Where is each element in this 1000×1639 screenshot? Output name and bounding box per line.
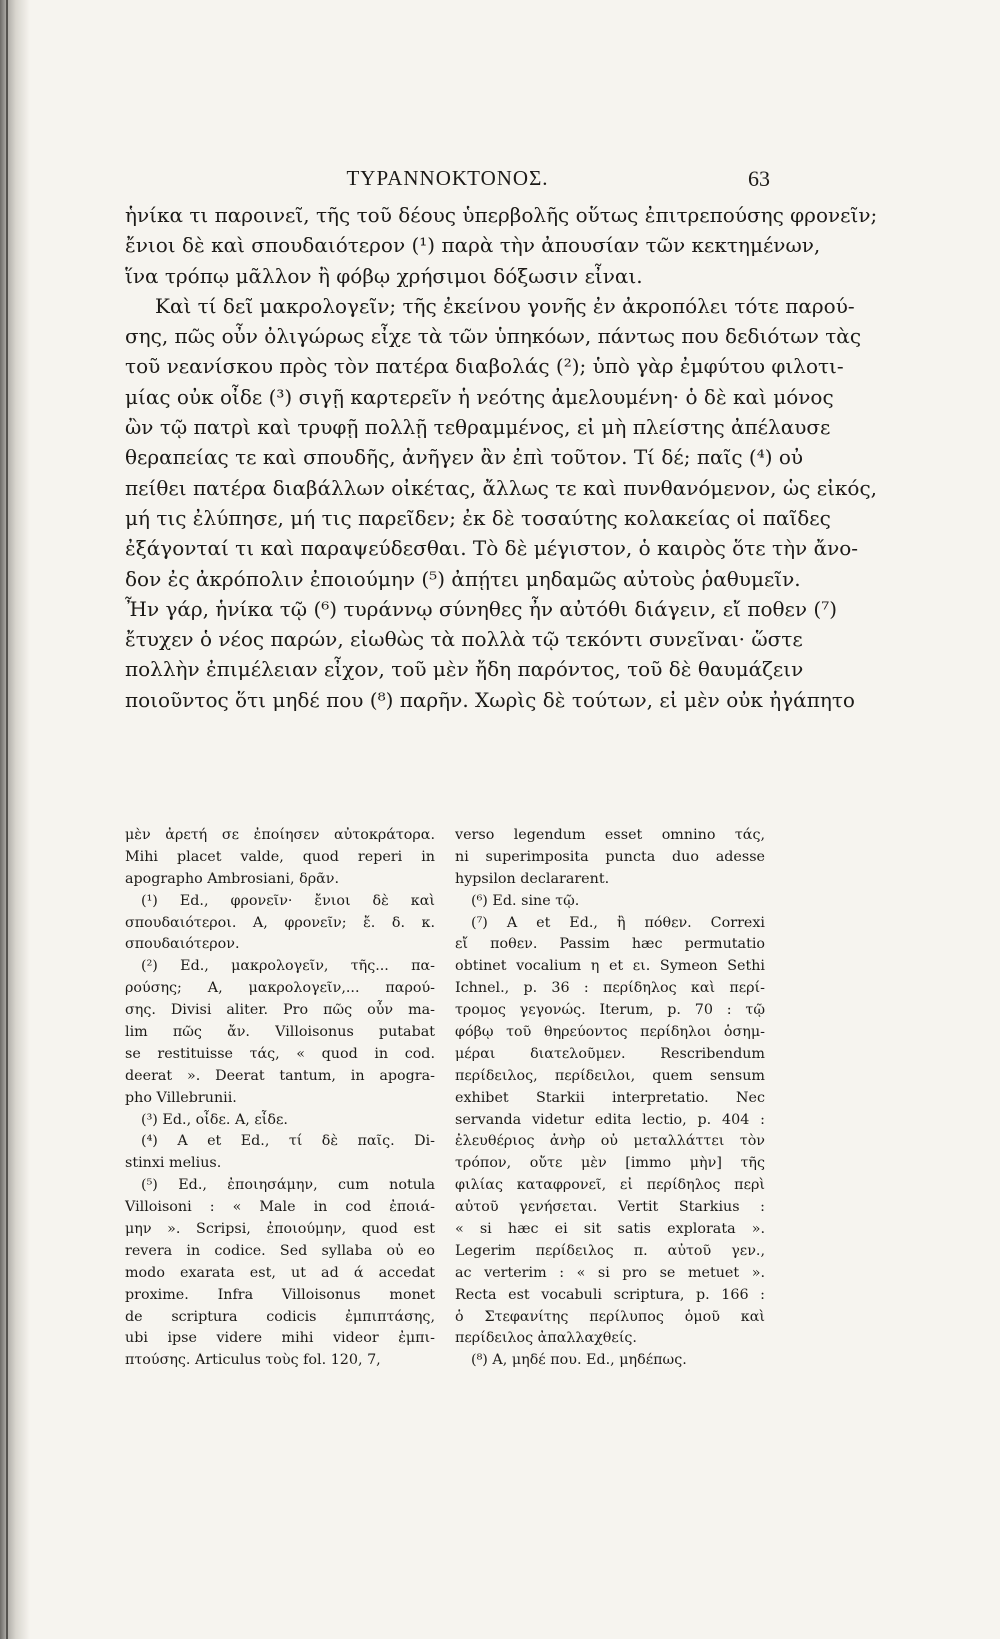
- footnote-line: μὲν ἀρετή σε ἐποίησεν αὐτοκράτορα.: [125, 827, 435, 843]
- footnote-line: ρούσης; A, μακρολογεῖν,... παρού-: [125, 980, 435, 997]
- footnote-line: proxime. Infra Villoisonus monet: [125, 1286, 435, 1303]
- text-line: μή τις ἐλύπησε, μή τις παρεῖδεν; ἐκ δὲ τοσαύτης κολακείας οἱ παῖδες: [125, 505, 831, 530]
- running-head: ΤΥΡΑΝΝΟΚΤΟΝΟΣ.: [346, 166, 549, 190]
- page-number: 63: [748, 166, 770, 191]
- footnote-line: se restituisse τάς, « quod in cod.: [125, 1045, 435, 1062]
- footnote-line: περίδειλος, περίδειλοι, quem sensum: [455, 1067, 765, 1084]
- footnote-line: τρομος γεγονώς. Iterum, p. 70 : τῷ: [455, 1002, 765, 1019]
- footnote-line: (³) Ed., οἶδε. A, εἶδε.: [141, 1111, 288, 1128]
- footnote-line: de scriptura codicis ἐμπιπτάσης,: [125, 1308, 435, 1325]
- text-line: πείθει πατέρα διαβάλλων οἰκέτας, ἄλλως τε καὶ πυνθανόμενον, ὡς εἰκός,: [125, 475, 878, 500]
- footnotes-left-column: [125, 825, 435, 1372]
- text-line: μίας οὐκ οἶδε (³) σιγῇ καρτερεῖν ἡ νεότης ἀμελουμένη· ὁ δὲ καὶ μόνος: [125, 384, 834, 409]
- text-line: ἔνιοι δὲ καὶ σπουδαιότερον (¹) παρὰ τὴν ἀπουσίαν τῶν κεκτημένων,: [125, 233, 821, 258]
- footnote-line: φόβῳ τοῦ θηρεύοντος περίδηλοι ὁσημ-: [455, 1024, 765, 1041]
- text-line: ἡνίκα τι παροινεῖ, τῆς τοῦ δέους ὑπερβολῆς οὕτως ἐπιτρεπούσης φρονεῖν;: [125, 203, 878, 227]
- footnote-line: stinxi melius.: [125, 1155, 222, 1172]
- binding-shadow: [0, 0, 30, 1639]
- footnote-line: Mihi placet valde, quod reperi in: [125, 848, 435, 865]
- footnote-line: πτούσης. Articulus τοὺς fol. 120, 7,: [125, 1352, 381, 1369]
- text-line: σης, πῶς οὖν ὀλιγώρως εἶχε τὰ τῶν ὑπηκόων, πάντως που δεδιότων τὰς: [125, 324, 862, 349]
- text-line: ἐξάγονταί τι καὶ παραψεύδεσθαι. Τὸ δὲ μέγιστον, ὁ καιρὸς ὅτε τὴν ἄνο-: [125, 536, 859, 561]
- text-line: πολλὴν ἐπιμέλειαν εἶχον, τοῦ μὲν ἤδη παρόντος, τοῦ δὲ θαυμάζειν: [125, 657, 804, 682]
- footnote-line: μην ». Scripsi, ἐποιούμην, quod est: [125, 1221, 435, 1238]
- footnote-line: αὐτοῦ γενήσεται. Vertit Starkius :: [455, 1199, 765, 1216]
- footnote-line: revera in codice. Sed syllaba οὐ eo: [125, 1242, 435, 1259]
- text-line: θεραπείας τε καὶ σπουδῆς, ἀνῆγεν ἂν ἐπὶ τοῦτον. Τί δέ; παῖς (⁴) οὐ: [125, 445, 804, 470]
- footnote-line: εἴ ποθεν. Passim hæc permutatio: [455, 936, 765, 953]
- footnote-line: ac verterim : « si pro se metuet ».: [455, 1264, 765, 1281]
- footnote-line: (⁶) Ed. sine τῷ.: [471, 892, 580, 909]
- text-line: τοῦ νεανίσκου πρὸς τὸν πατέρα διαβολάς (²); ὑπὸ γὰρ ἐμφύτου φιλοτι-: [125, 354, 844, 379]
- footnote-line: deerat ». Deerat tantum, in apogra-: [125, 1067, 435, 1084]
- footnote-line: σπουδαιότεροι. A, φρονεῖν; ἔ. δ. κ.: [125, 914, 435, 931]
- footnote-line: (⁵) Ed., ἐποιησάμην, cum notula: [141, 1177, 435, 1194]
- text-line: ἔτυχεν ὁ νέος παρών, εἰωθὼς τὰ πολλὰ τῷ τεκόντι συνεῖναι· ὥστε: [125, 627, 803, 652]
- footnote-line: Ichnel., p. 36 : περίδηλος καὶ περί-: [455, 980, 765, 997]
- footnote-line: Villoisoni : « Male in cod ἐποιά-: [125, 1199, 435, 1216]
- footnote-line: hypsilon declararent.: [455, 870, 610, 887]
- footnote-line: exhibet Starkii interpretatio. Nec: [455, 1089, 765, 1106]
- footnote-line: lim πῶς ἄν. Villoisonus putabat: [125, 1024, 435, 1041]
- footnote-line: (²) Ed., μακρολογεῖν, τῆς... πα-: [141, 958, 435, 975]
- footnote-line: Legerim περίδειλος π. αὐτοῦ γεν.,: [455, 1242, 765, 1259]
- page-edge-line: [6, 0, 8, 1639]
- main-text-block: [125, 200, 878, 715]
- footnote-line: servanda videtur edita lectio, p. 404 :: [455, 1111, 765, 1128]
- footnote-line: (⁴) A et Ed., τί δὲ παῖς. Di-: [141, 1133, 435, 1150]
- text-line: Ἦν γάρ, ἡνίκα τῷ (⁶) τυράννῳ σύνηθες ἦν αὐτόθι διάγειν, εἴ ποθεν (⁷): [125, 596, 838, 621]
- text-line: ὢν τῷ πατρὶ καὶ τρυφῇ πολλῇ τεθραμμένος, εἰ μὴ πλείστης ἀπέλαυσε: [125, 415, 831, 440]
- footnote-line: ubi ipse videre mihi videor ἐμπι-: [125, 1330, 435, 1347]
- page-header: [125, 166, 770, 196]
- footnote-line: ὁ Στεφανίτης περίλυπος ὁμοῦ καὶ: [455, 1308, 765, 1325]
- footnote-line: modo exarata est, ut ad ά accedat: [125, 1264, 435, 1281]
- footnote-line: apographo Ambrosiani, δρᾶν.: [125, 870, 339, 887]
- footnote-line: « si hæc ei sit satis explorata ».: [455, 1221, 765, 1238]
- footnote-line: τρόπον, οὔτε μὲν [immo μὴν] τῆς: [455, 1155, 765, 1172]
- footnote-line: μέραι διατελοῦμεν. Rescribendum: [455, 1045, 765, 1062]
- footnote-line: pho Villebrunii.: [125, 1089, 237, 1106]
- text-line: Καὶ τί δεῖ μακρολογεῖν; τῆς ἐκείνου γονῆς ἐν ἀκροπόλει τότε παρού-: [155, 293, 855, 318]
- footnote-line: περίδειλος ἀπαλλαχθείς.: [455, 1330, 637, 1347]
- footnote-line: (⁷) A et Ed., ἢ πόθεν. Correxi: [471, 914, 765, 931]
- footnotes-right-column: [455, 825, 765, 1372]
- footnote-line: (⁸) A, μηδέ που. Ed., μηδέπως.: [471, 1352, 687, 1369]
- footnote-line: φιλίας καταφρονεῖ, εἰ περίδηλος περὶ: [455, 1177, 765, 1194]
- footnote-line: σπουδαιότερον.: [125, 936, 240, 953]
- footnote-line: σης. Divisi aliter. Pro πῶς οὖν ma-: [125, 1002, 435, 1019]
- footnote-line: verso legendum esset omnino τάς,: [455, 827, 765, 843]
- text-line: ἵνα τρόπῳ μᾶλλον ἢ φόβῳ χρήσιμοι δόξωσιν εἶναι.: [125, 263, 643, 288]
- footnote-line: ἐλευθέριος ἀνὴρ οὐ μεταλλάττει τὸν: [455, 1133, 765, 1150]
- text-line: ποιοῦντος ὅτι μηδέ που (⁸) παρῆν. Χωρὶς δὲ τούτων, εἰ μὲν οὐκ ἠγάπητο: [125, 687, 855, 712]
- text-line: δον ἐς ἀκρόπολιν ἐποιούμην (⁵) ἀπῄτει μηδαμῶς αὐτοὺς ῥαθυμεῖν.: [125, 566, 801, 591]
- footnote-line: Recta est vocabuli scriptura, p. 166 :: [455, 1286, 765, 1303]
- footnote-line: obtinet vocalium η et ει. Symeon Sethi: [455, 958, 765, 975]
- footnote-line: ni superimposita puncta duo adesse: [455, 848, 765, 865]
- footnote-line: (¹) Ed., φρονεῖν· ἔνιοι δὲ καὶ: [141, 892, 435, 909]
